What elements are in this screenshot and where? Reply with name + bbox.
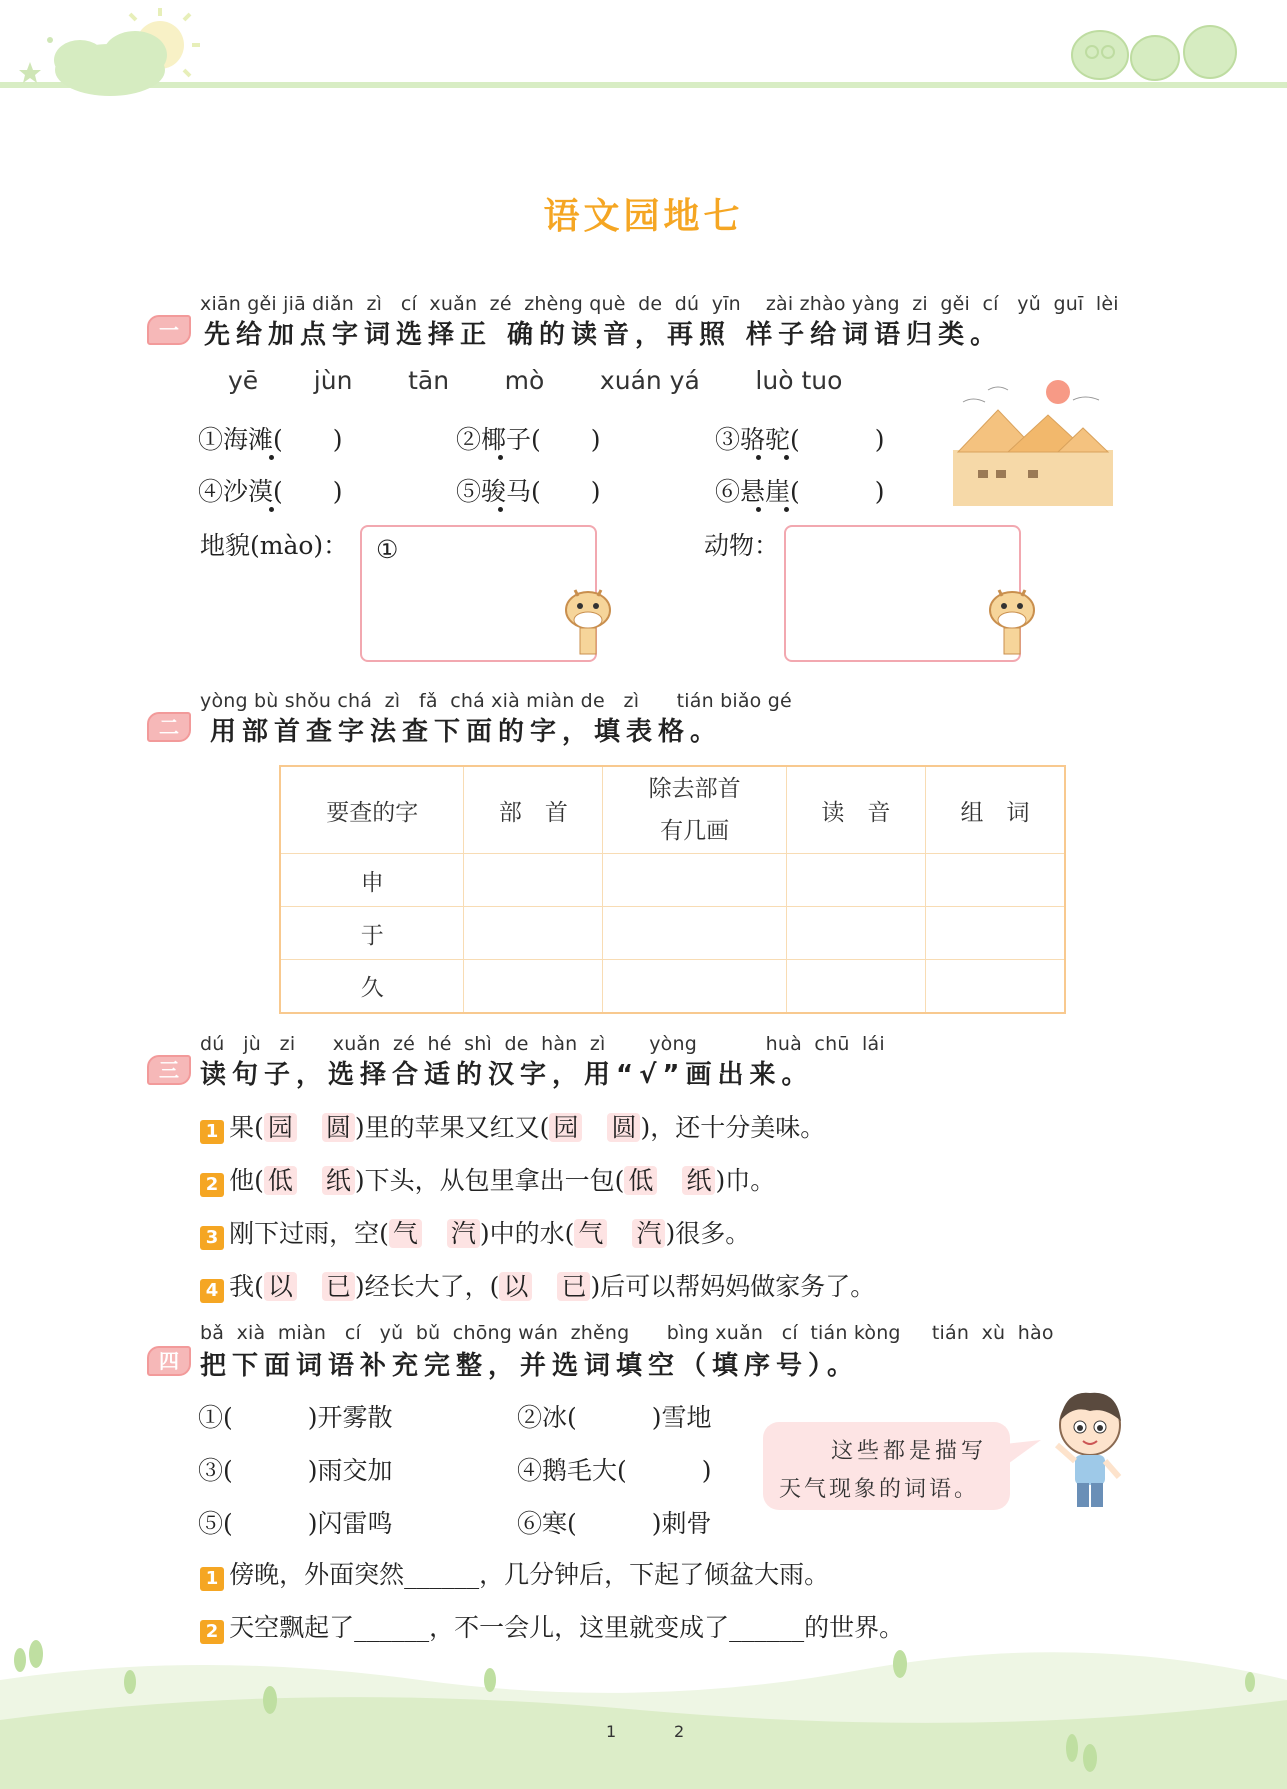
choice-option[interactable]: 汽 <box>447 1219 480 1248</box>
section3-pinyin: dú jù zi xuǎn zé hé shì de hàn zì yòng huà chū lái <box>200 1033 885 1055</box>
choice-option[interactable]: 圆 <box>322 1113 355 1142</box>
idiom-item: ④鹅毛大( ) <box>517 1456 712 1485</box>
landform-label: 地貌(mào)： <box>200 531 349 560</box>
choice-option[interactable]: 以 <box>499 1272 532 1301</box>
table-cell-character: 于 <box>280 907 464 960</box>
idiom-item: ①( )开雾散 <box>198 1403 393 1432</box>
table-cell-input[interactable] <box>925 854 1065 907</box>
item-number: 1 <box>200 1120 224 1144</box>
header-decoration <box>0 0 1287 130</box>
landform-box-first-item: ① <box>376 535 399 564</box>
choice-option[interactable]: 园 <box>549 1113 582 1142</box>
table-row <box>280 960 1065 1013</box>
table-cell-input[interactable] <box>786 907 925 960</box>
table-header: 除去部首 有几画 <box>603 766 786 854</box>
item-number: 2 <box>200 1173 224 1197</box>
table-cell-input[interactable] <box>786 854 925 907</box>
choice-option[interactable]: 气 <box>574 1219 607 1248</box>
section2-instruction: 用部首查字法查下面的字，填表格。 <box>210 717 723 747</box>
choice-option[interactable]: 园 <box>264 1113 297 1142</box>
word-item: ⑥悬崖( ) <box>715 477 885 506</box>
idiom-item: ⑥寒( )刺骨 <box>517 1509 712 1538</box>
desert-pyramids-image <box>948 370 1118 510</box>
item-number: 1 <box>200 1567 224 1591</box>
animal-label: 动物： <box>704 531 780 560</box>
table-header: 组 词 <box>925 766 1065 854</box>
sentence-item: 4 我( 以 已 )经长大了，( 以 已 )后可以帮妈妈做家务了。 <box>200 1267 875 1303</box>
giraffe-icon <box>984 580 1044 662</box>
table-header: 要查的字 <box>280 766 464 854</box>
word-item: ③骆驼( ) <box>715 425 885 454</box>
choice-option[interactable]: 纸 <box>682 1166 715 1195</box>
sentence-item: 2 他( 低 纸 )下头，从包里拿出一包( 低 纸 )巾。 <box>200 1161 775 1197</box>
sentence-item: 3 刚下过雨，空( 气 汽 )中的水( 气 汽 )很多。 <box>200 1214 750 1250</box>
section4-instruction: 把下面词语补充完整，并选词填空（填序号）。 <box>200 1351 860 1381</box>
choice-option[interactable]: 汽 <box>632 1219 665 1248</box>
footer-hills-decoration <box>0 1640 1287 1789</box>
bubble-tail <box>1005 1440 1045 1470</box>
choice-option[interactable]: 气 <box>389 1219 422 1248</box>
choice-option[interactable]: 以 <box>264 1272 297 1301</box>
boy-character-image <box>1045 1385 1135 1515</box>
choice-option[interactable]: 纸 <box>322 1166 355 1195</box>
fill-blank-item: 2 天空飘起了______，不一会儿，这里就变成了______的世界。 <box>200 1608 904 1644</box>
table-row <box>280 907 1065 960</box>
idiom-item: ⑤( )闪雷鸣 <box>198 1509 393 1538</box>
word-item: ④沙漠( ) <box>198 477 343 506</box>
section2-pinyin: yòng bù shǒu chá zì fǎ chá xià miàn de zì tián biǎo gé <box>200 690 792 712</box>
page-title: 语文园地七 <box>543 196 744 237</box>
table-header: 部 首 <box>464 766 603 854</box>
choice-option[interactable]: 已 <box>322 1272 355 1301</box>
section1-pinyin: xiān gěi jiā diǎn zì cí xuǎn zé zhèng què de dú yīn zài zhào yàng zi gěi cí yǔ guī lèi <box>200 293 1119 315</box>
idiom-item: ③( )雨交加 <box>198 1456 393 1485</box>
item-number: 2 <box>200 1620 224 1644</box>
section1-pinyin-options: yē jùn tān mò xuán yá luò tuo <box>228 366 843 395</box>
page-number-left: 1 <box>606 1722 617 1741</box>
animal-heads-icon <box>1072 26 1236 80</box>
giraffe-icon <box>560 580 620 662</box>
word-item: ⑤骏马( ) <box>456 477 601 506</box>
radical-lookup-table <box>279 765 1066 1014</box>
star-icons <box>19 37 53 83</box>
table-cell-input[interactable] <box>603 907 786 960</box>
choice-option[interactable]: 已 <box>557 1272 590 1301</box>
word-item: ②椰子( ) <box>456 425 601 454</box>
page-number-right: 2 <box>674 1722 685 1741</box>
table-cell-input[interactable] <box>464 960 603 1013</box>
cloud-icon <box>54 31 167 96</box>
word-item: ①海滩( ) <box>198 425 343 454</box>
table-cell-input[interactable] <box>464 854 603 907</box>
table-header: 读 音 <box>786 766 925 854</box>
section1-instruction: 先给加点字词选择正 确的读音，再照 样子给词语归类。 <box>204 320 1003 350</box>
table-cell-input[interactable] <box>464 907 603 960</box>
table-cell-input[interactable] <box>925 907 1065 960</box>
table-cell-character: 久 <box>280 960 464 1013</box>
table-cell-input[interactable] <box>786 960 925 1013</box>
idiom-item: ②冰( )雪地 <box>517 1403 712 1432</box>
section4-badge: 四 <box>147 1346 191 1376</box>
table-cell-input[interactable] <box>925 960 1065 1013</box>
item-number: 3 <box>200 1226 224 1250</box>
choice-option[interactable]: 低 <box>624 1166 657 1195</box>
choice-option[interactable]: 低 <box>264 1166 297 1195</box>
table-cell-input[interactable] <box>603 960 786 1013</box>
section3-instruction: 读句子，选择合适的汉字，用“√”画出来。 <box>200 1060 814 1090</box>
table-cell-input[interactable] <box>603 854 786 907</box>
table-cell-character: 申 <box>280 854 464 907</box>
sentence-item: 1 果( 园 圆 )里的苹果又红又( 园 圆 )，还十分美味。 <box>200 1108 825 1144</box>
hint-bubble <box>763 1422 1010 1510</box>
hint-text-line1: 这些都是描写 <box>831 1439 988 1464</box>
hint-text-line2: 天气现象的词语。 <box>779 1477 980 1502</box>
fill-blank-item: 1 傍晚，外面突然______，几分钟后，下起了倾盆大雨。 <box>200 1555 829 1591</box>
section1-badge: 一 <box>147 315 191 345</box>
section2-badge: 二 <box>147 712 191 742</box>
section3-badge: 三 <box>147 1055 191 1085</box>
table-row <box>280 854 1065 907</box>
item-number: 4 <box>200 1279 224 1303</box>
choice-option[interactable]: 圆 <box>607 1113 640 1142</box>
section4-pinyin: bǎ xià miàn cí yǔ bǔ chōng wán zhěng bìng xuǎn cí tián kòng tián xù hào <box>200 1322 1054 1344</box>
